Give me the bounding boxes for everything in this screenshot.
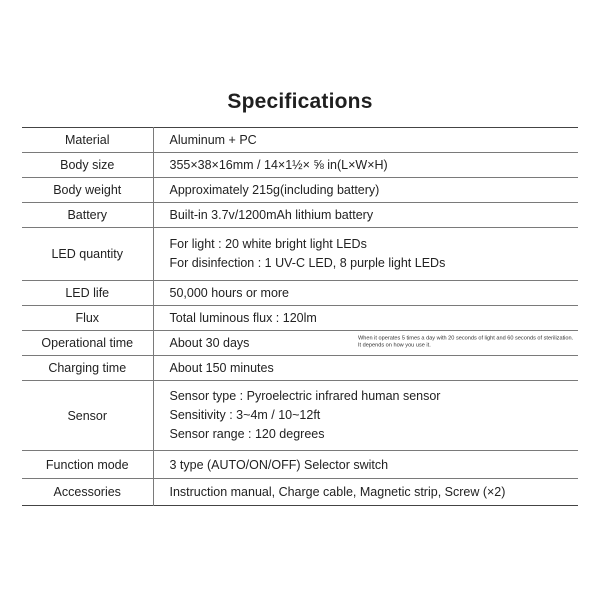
- row-material: [22, 128, 578, 153]
- row-value: Approximately 215g(including battery): [153, 178, 578, 203]
- row-value-line: For light : 20 white bright light LEDs: [169, 237, 367, 251]
- row-charging-time: [22, 356, 578, 381]
- row-value-line: Sensor type : Pyroelectric infrared human sensor: [169, 389, 441, 403]
- row-led-life: [22, 281, 578, 306]
- row-label: Material: [22, 128, 153, 153]
- row-label: Operational time: [22, 331, 153, 356]
- row-value: Total luminous flux : 120lm: [153, 306, 578, 331]
- row-body-weight: [22, 178, 578, 203]
- row-value: 50,000 hours or more: [153, 281, 578, 306]
- row-label: Body weight: [22, 178, 153, 203]
- row-label: Sensor: [22, 381, 153, 451]
- operational-time-footnote: When it operates 5 times a day with 20 seconds of light and 60 seconds of sterilization. It depends on how you use it.: [358, 335, 574, 349]
- row-label: Accessories: [22, 479, 153, 506]
- row-label: LED life: [22, 281, 153, 306]
- row-value: 3 type (AUTO/ON/OFF) Selector switch: [153, 451, 578, 479]
- row-value: About 150 minutes: [153, 356, 578, 381]
- row-flux: [22, 306, 578, 331]
- row-value: Built-in 3.7v/1200mAh lithium battery: [153, 203, 578, 228]
- row-value: [153, 228, 578, 281]
- row-label: Battery: [22, 203, 153, 228]
- row-value: Instruction manual, Charge cable, Magnetic strip, Screw (×2): [169, 485, 506, 499]
- specifications-table: [22, 127, 578, 506]
- row-value: 355×38×16mm / 14×1½× ⅝ in(L×W×H): [153, 153, 578, 178]
- row-value-line: Sensitivity : 3~4m / 10~12ft: [169, 408, 321, 422]
- row-led-quantity: [22, 228, 578, 281]
- row-operational-time: [22, 331, 578, 356]
- row-label: Flux: [22, 306, 153, 331]
- row-label: Function mode: [22, 451, 153, 479]
- row-sensor: [22, 381, 578, 451]
- row-value: About 30 days: [169, 336, 250, 350]
- row-accessories: [22, 479, 578, 506]
- row-battery: [22, 203, 578, 228]
- row-value: Aluminum + PC: [153, 128, 578, 153]
- page-title: Specifications: [227, 90, 373, 113]
- row-label: LED quantity: [22, 228, 153, 281]
- row-value-line: Sensor range : 120 degrees: [169, 427, 325, 441]
- row-function-mode: [22, 451, 578, 479]
- row-body-size: [22, 153, 578, 178]
- row-value-cell: [153, 331, 578, 356]
- row-label: Charging time: [22, 356, 153, 381]
- row-value-line: For disinfection : 1 UV-C LED, 8 purple light LEDs: [169, 256, 446, 270]
- row-label: Body size: [22, 153, 153, 178]
- row-value: [153, 381, 578, 451]
